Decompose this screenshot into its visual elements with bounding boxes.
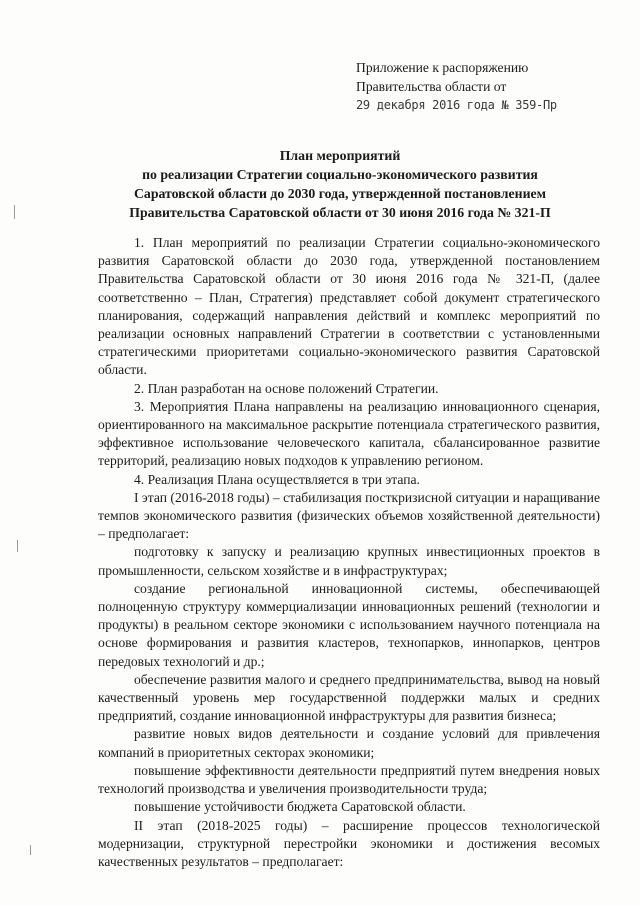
paragraph: 1. План мероприятий по реализации Стратегии социально-экономического развития Саратовской области до 2030 года, утвержденной постановлением Правительства Саратовской области от 30 июня 2016 года № 321-П, (далее соответственно – План, Стратегия) представляет собой документ стратегического планирования, содержащий направления действий и комплекс мероприятий по реализации основных направлений Стратегии в соответствии с установленными стратегическими приоритетами социально-экономического развития Саратовской области. — [98, 235, 600, 378]
paragraph: II этап (2018-2025 годы) – расширение процессов технологической модернизации, структурной перестройки экономики и достижения весомых качественных результатов – предполагает: — [98, 817, 600, 869]
scan-mark — [17, 540, 18, 552]
paragraph: создание региональной инновационной системы, обеспечивающей полноценную структуру коммерциализации инновационных решений (технологии и продукты) в реальном секторе экономики с использованием научного потенциала на основе формирования и развития кластеров, технопарков, иннопарков, центров передовых технологий и др.; — [98, 580, 600, 669]
title-line: по реализации Стратегии социально-экономического развития — [142, 167, 538, 182]
paragraph: развитие новых видов деятельности и создание условий для привлечения компаний в приоритетных секторах экономики; — [98, 726, 600, 760]
appendix-header — [356, 58, 626, 115]
paragraph: 2. План разработан на основе положений Стратегии. — [134, 380, 439, 396]
date-stamp: 29 декабря 2016 года № 359-Пр — [356, 98, 557, 112]
paragraph: подготовку к запуску и реализацию крупных инвестиционных проектов в промышленности, сельском хозяйстве и в инфраструктурах; — [98, 544, 600, 578]
paragraph: повышение устойчивости бюджета Саратовской области. — [134, 799, 466, 815]
title-line: Правительства Саратовской области от 30 июня 2016 года № 321-П — [129, 205, 551, 220]
scan-mark — [30, 845, 31, 855]
scan-mark — [14, 205, 15, 219]
document-body — [98, 234, 600, 871]
paragraph: 3. Мероприятия Плана направлены на реализацию инновационного сценария, ориентированного на максимальное раскрытие потенциала стратегического развития, эффективное использование человеческого капитала, сбалансированное развитие территорий, реализацию новых подходов к управлению регионом. — [98, 398, 600, 469]
paragraph: обеспечение развития малого и среднего предпринимательства, вывод на новый качественный уровень мер государственной поддержки малых и средних предприятий, создание инновационной инфраструктуры для развития бизнеса; — [98, 671, 600, 724]
paragraph: повышение эффективности деятельности предприятий путем внедрения новых технологий производства и увеличения производительности труда; — [98, 762, 600, 797]
document-title — [100, 146, 580, 222]
title-line: План мероприятий — [279, 148, 401, 163]
appendix-line: Приложение к распоряжению — [356, 60, 529, 75]
paragraph: I этап (2016-2018 годы) – стабилизация посткризисной ситуации и наращивание темпов экономического развития (физических объемов хозяйственной деятельности) – предполагает: — [98, 489, 600, 542]
title-line: Саратовской области до 2030 года, утвержденной постановлением — [133, 186, 547, 201]
paragraph: 4. Реализация Плана осуществляется в три этапа. — [134, 471, 420, 487]
appendix-line: Правительства области от — [356, 79, 507, 94]
